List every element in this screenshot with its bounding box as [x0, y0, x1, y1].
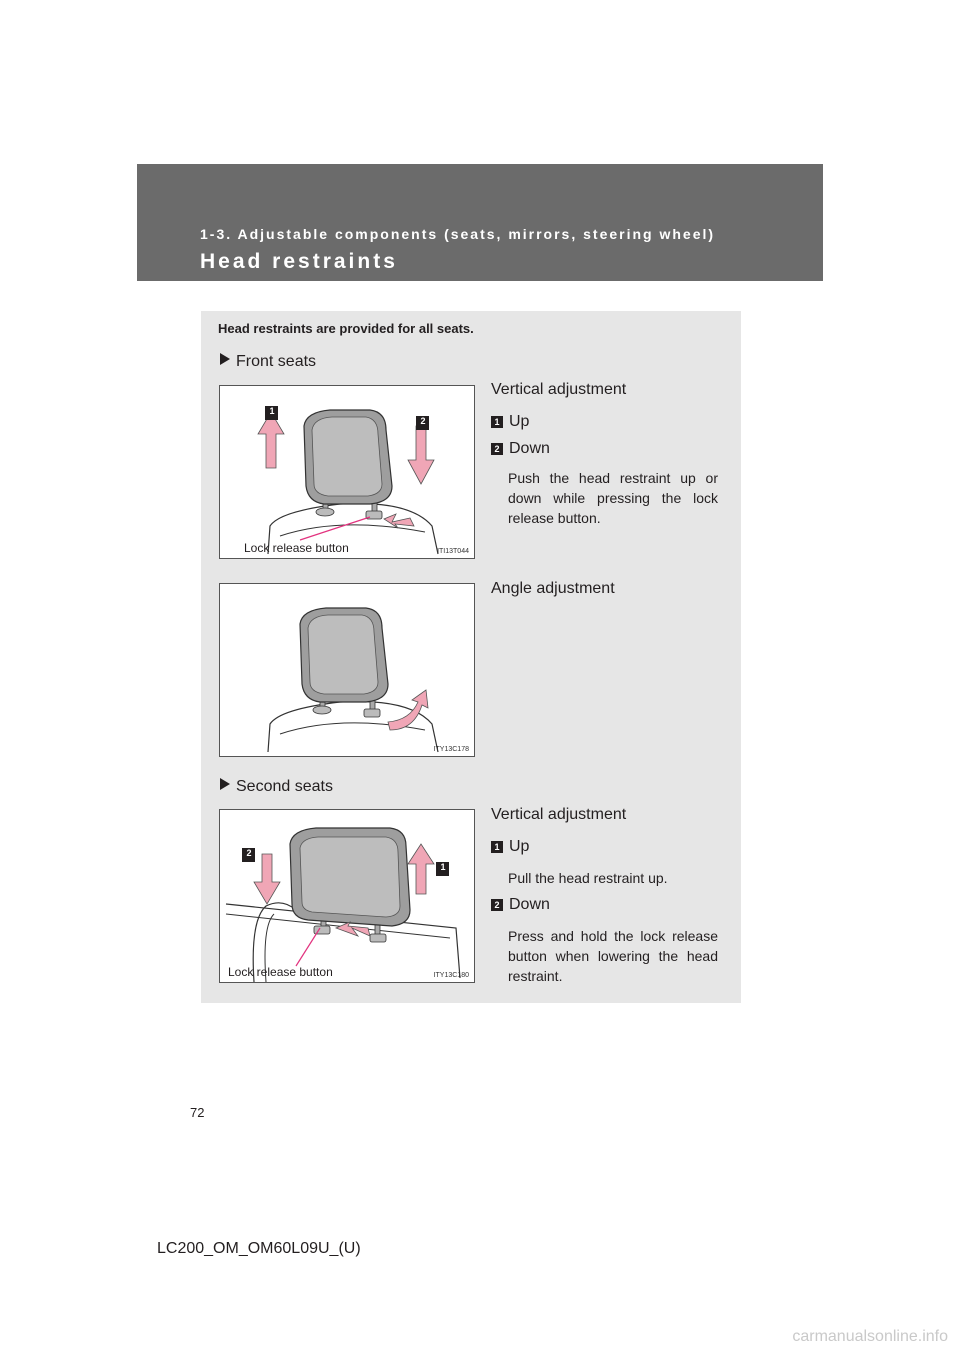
front-seats-label: Front seats [236, 353, 317, 370]
step-up-label: Up [509, 838, 530, 855]
step-number-1: 1 [491, 841, 503, 853]
front-vertical-title: Vertical adjustment [491, 381, 627, 398]
section-label: 1-3. Adjustable components (seats, mirrors, steering wheel) [200, 226, 716, 242]
front-step-up [491, 413, 529, 431]
front-vertical-instructions: Push the head restraint up or down while pressing the lock release button. [508, 470, 718, 526]
front-angle-title: Angle adjustment [491, 580, 615, 597]
step-down-label: Down [509, 440, 550, 457]
fig-number-2: 2 [420, 416, 426, 426]
intro-text: Head restraints are provided for all seats. [218, 321, 474, 336]
front-vertical-illustration [220, 386, 476, 560]
second-step-up [491, 838, 529, 856]
second-step-down [491, 896, 550, 914]
step-number-2: 2 [491, 899, 503, 911]
fig-number-2: 2 [246, 848, 252, 858]
step-down-label: Down [509, 896, 550, 913]
figure-second-vertical [219, 809, 475, 983]
figure-code: ITI13T044 [437, 548, 469, 555]
front-seats-heading [220, 353, 316, 371]
figure-code: ITY13C178 [433, 746, 469, 753]
document-code: LC200_OM_OM60L09U_(U) [157, 1240, 361, 1257]
figure-code: ITY13C180 [433, 972, 469, 979]
second-vertical-illustration [220, 810, 476, 984]
fig-number-1: 1 [440, 862, 446, 872]
second-step-up-text: Pull the head restraint up. [508, 870, 668, 886]
fig-number-1: 1 [269, 406, 275, 416]
front-step-down [491, 440, 550, 458]
step-number-2: 2 [491, 443, 503, 455]
step-up-label: Up [509, 413, 530, 430]
second-seats-heading [220, 778, 333, 796]
front-angle-illustration [220, 584, 476, 758]
page-title: Head restraints [200, 250, 398, 273]
figure-front-vertical [219, 385, 475, 559]
bullet-triangle-icon [220, 778, 230, 790]
second-vertical-title: Vertical adjustment [491, 806, 627, 823]
lock-release-callout: Lock release button [244, 541, 349, 555]
watermark-text[interactable]: carmanualsonline.info [792, 1328, 948, 1345]
second-seats-label: Second seats [236, 778, 333, 795]
bullet-triangle-icon [220, 353, 230, 365]
lock-release-callout: Lock release button [228, 965, 333, 979]
figure-front-angle [219, 583, 475, 757]
page-number: 72 [190, 1105, 205, 1120]
step-number-1: 1 [491, 416, 503, 428]
second-step-down-text: Press and hold the lock release button when lowering the head restraint. [508, 928, 718, 984]
